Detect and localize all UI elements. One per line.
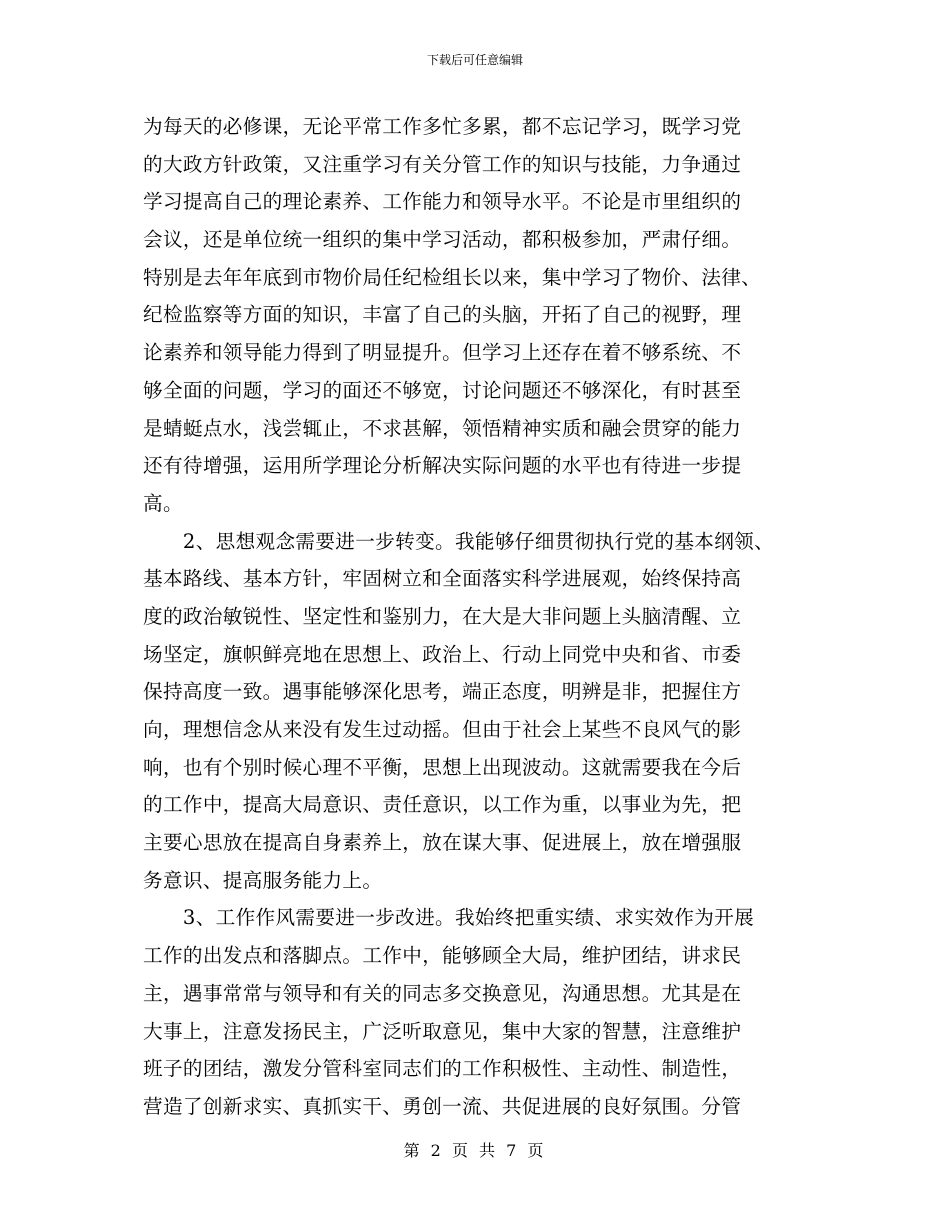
text-line: 保持高度一致。遇事能够深化思考，端正态度，明辨是非，把握住方 [143, 680, 742, 704]
text-line: 营造了创新求实、真抓实干、勇创一流、共促进展的良好氛围。分管 [143, 1094, 742, 1118]
body-text [143, 108, 833, 1126]
paragraph-start-line: 2、思想观念需要进一步转变。我能够仔细贯彻执行党的基本纲领、 [143, 529, 775, 553]
paragraph-start-line: 3、工作作风需要进一步改进。我始终把重实绩、求实效作为开展 [143, 906, 755, 930]
text-line: 班子的团结，激发分管科室同志们的工作积极性、主动性、制造性， [143, 1057, 742, 1081]
text-line: 场坚定，旗帜鲜亮地在思想上、政治上、行动上同党中央和省、市委 [143, 642, 742, 666]
text-line: 工作的出发点和落脚点。工作中，能够顾全大局，维护团结，讲求民 [143, 944, 742, 968]
text-line: 高。 [143, 491, 183, 515]
text-line: 特别是去年年底到市物价局任纪检组长以来，集中学习了物价、法律、 [143, 265, 762, 289]
text-line: 学习提高自己的理论素养、工作能力和领导水平。不论是市里组织的 [143, 190, 742, 214]
text-line: 为每天的必修课，无论平常工作多忙多累，都不忘记学习，既学习党 [143, 115, 742, 138]
text-line: 大事上，注意发扬民主，广泛听取意见，集中大家的智慧，注意维护 [143, 1019, 742, 1043]
text-line: 度的政治敏锐性、坚定性和鉴别力，在大是大非问题上头脑清醒、立 [143, 604, 742, 628]
text-line: 务意识、提高服务能力上。 [143, 868, 383, 892]
text-line: 响，也有个别时候心理不平衡，思想上出现波动。这就需要我在今后 [143, 755, 742, 779]
text-line: 论素养和领导能力得到了明显提升。但学习上还存在着不够系统、不 [143, 341, 742, 365]
text-line: 够全面的问题，学习的面还不够宽，讨论问题还不够深化，有时甚至 [143, 378, 742, 402]
text-line: 纪检监察等方面的知识，丰富了自己的头脑，开拓了自己的视野，理 [143, 303, 742, 327]
page-footer: 第 2 页 共 7 页 [403, 1141, 547, 1160]
text-line: 主要心思放在提高自身素养上，放在谋大事、促进展上，放在增强服 [143, 831, 742, 855]
text-line: 向，理想信念从来没有发生过动摇。但由于社会上某些不良风气的影 [143, 718, 742, 741]
text-line: 基本路线、基本方针，牢固树立和全面落实科学进展观，始终保持高 [143, 567, 742, 591]
text-line: 还有待增强，运用所学理论分析解决实际问题的水平也有待进一步提 [143, 454, 742, 478]
text-line: 会议，还是单位统一组织的集中学习活动，都积极参加，严肃仔细。 [143, 228, 742, 252]
page-header: 下载后可任意编辑 [426, 53, 523, 67]
text-line: 主，遇事常常与领导和有关的同志多交换意见，沟通思想。尤其是在 [143, 981, 742, 1005]
text-line: 的大政方针政策，又注重学习有关分管工作的知识与技能，力争通过 [143, 152, 742, 176]
text-line: 的工作中，提高大局意识、责任意识，以工作为重，以事业为先，把 [143, 793, 742, 817]
text-line: 是蜻蜓点水，浅尝辄止，不求甚解，领悟精神实质和融会贯穿的能力 [143, 416, 742, 440]
